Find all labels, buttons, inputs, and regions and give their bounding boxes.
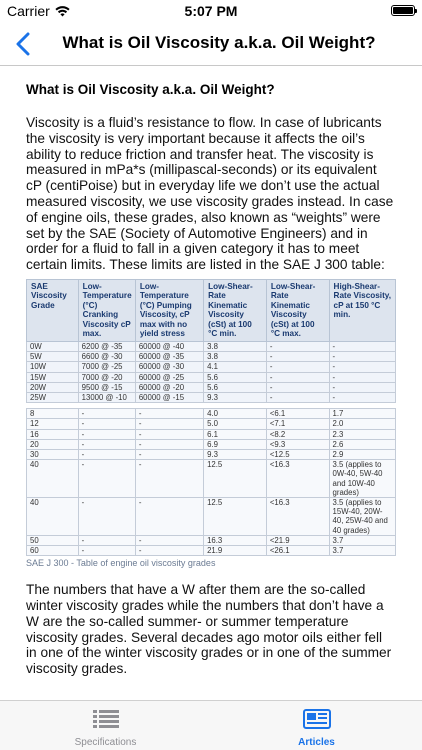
table-cell: -: [78, 429, 135, 439]
table-cell: <9.3: [266, 439, 329, 449]
table-cell: <16.3: [266, 460, 329, 498]
table-cell: 8: [27, 409, 79, 419]
table-cell: 60000 @ -25: [135, 372, 203, 382]
table-cell: 3.7: [329, 546, 395, 556]
table-row: [27, 392, 396, 402]
table-cell: -: [135, 498, 203, 536]
table-cell: <12.5: [266, 450, 329, 460]
page-title: What is Oil Viscosity a.k.a. Oil Weight?: [62, 33, 376, 52]
table-cell: -: [78, 535, 135, 545]
table-row: [27, 419, 396, 429]
column-header: High-Shear-Rate Viscosity, cP at 150 °C min.: [329, 279, 395, 341]
table-row: [27, 382, 396, 392]
article-after-table: The numbers that have a W after them are the so-called winter viscosity grades while the numbers that don’t have a W are the so-called summer- or summer temperature viscosity grades. Several decades ago motor oils either fell in one of the winter viscosity grades or in one of the summer viscosity grades.: [26, 582, 392, 677]
table-cell: 25W: [27, 392, 79, 402]
column-header: Low-Shear-Rate Kinematic Viscosity (cSt) at 100 °C min.: [204, 279, 267, 341]
table-cell: 6.1: [204, 429, 267, 439]
table-cell: 6.9: [204, 439, 267, 449]
table-cell: -: [78, 546, 135, 556]
table-cell: -: [78, 450, 135, 460]
table-row: [27, 409, 396, 419]
table-cell: <8.2: [266, 429, 329, 439]
table-cell: 12.5: [204, 460, 267, 498]
table-cell: -: [135, 535, 203, 545]
table-cell: -: [329, 352, 395, 362]
table-cell: 7000 @ -25: [78, 362, 135, 372]
table-cell: 20: [27, 439, 79, 449]
table-cell: 12: [27, 419, 79, 429]
table-cell: -: [135, 460, 203, 498]
table-cell: -: [78, 419, 135, 429]
table-row: [27, 341, 396, 351]
status-bar: [0, 0, 422, 22]
table-cell: 60000 @ -40: [135, 341, 203, 351]
table-row: [27, 439, 396, 449]
tab-label: Specifications: [74, 737, 137, 748]
status-time: 5:07 PM: [184, 3, 238, 19]
article-heading: What is Oil Viscosity a.k.a. Oil Weight?: [26, 82, 275, 97]
table-cell: 3.8: [204, 352, 267, 362]
table-cell: 2.6: [329, 439, 395, 449]
table-cell: 4.1: [204, 362, 267, 372]
table-cell: 60000 @ -15: [135, 392, 203, 402]
table-cell: 5.0: [204, 419, 267, 429]
table-cell: 60000 @ -35: [135, 352, 203, 362]
table-row: [27, 352, 396, 362]
table-cell: 6600 @ -30: [78, 352, 135, 362]
table-cell: 4.0: [204, 409, 267, 419]
article-intro: Viscosity is a fluid’s resistance to flow. In case of lubricants the viscosity is very important because it affects the oil’s ability to reduce friction and transfer heat. The viscosity is measured in mPa*s (millipascal-seconds) or its equivalent cP (centiPoise) but in everyday life we don’t use the actual measured viscosity, we use viscosity grades instead. In case of engine oils, these grades, also known as “weights” were set by the SAE (Society of Automotive Engineers) and in order for a fluid to fall in a given category it has to meet certain limits. These limits are listed in the SAE J 300 table:: [26, 115, 394, 273]
list-icon: [91, 708, 121, 730]
table-cell: 60000 @ -20: [135, 382, 203, 392]
table-cell: 12.5: [204, 498, 267, 536]
table-cell: <7.1: [266, 419, 329, 429]
table-cell: 10W: [27, 362, 79, 372]
table-cell: -: [329, 372, 395, 382]
table-cell: -: [135, 439, 203, 449]
tab-specifications[interactable]: [0, 708, 211, 748]
article-content[interactable]: [0, 67, 422, 700]
table-cell: -: [78, 498, 135, 536]
navigation-bar: [0, 22, 422, 66]
table-row: [27, 429, 396, 439]
table-cell: <16.3: [266, 498, 329, 536]
table-cell: -: [78, 460, 135, 498]
tab-bar: [0, 700, 422, 750]
table-cell: <21.9: [266, 535, 329, 545]
viscosity-table: [26, 279, 396, 568]
table-cell: 3.5 (applies to 0W-40, 5W-40 and 10W-40 grades): [329, 460, 395, 498]
table-row: [27, 460, 396, 498]
table-cell: 40: [27, 460, 79, 498]
table-cell: -: [266, 341, 329, 351]
table-cell: 20W: [27, 382, 79, 392]
table-cell: 2.3: [329, 429, 395, 439]
table-cell: -: [135, 419, 203, 429]
table-cell: 16.3: [204, 535, 267, 545]
table-cell: <26.1: [266, 546, 329, 556]
tab-label: Articles: [298, 737, 335, 748]
table-cell: -: [266, 382, 329, 392]
table-cell: 9.3: [204, 450, 267, 460]
table-cell: -: [78, 409, 135, 419]
table-cell: -: [135, 429, 203, 439]
table-cell: 15W: [27, 372, 79, 382]
column-header: Low-Temperature (°C) Cranking Viscosity cP max.: [78, 279, 135, 341]
table-row: [27, 362, 396, 372]
table-cell: 3.7: [329, 535, 395, 545]
table-cell: -: [329, 362, 395, 372]
table-row: [27, 372, 396, 382]
table-cell: -: [329, 392, 395, 402]
winter-grades: [27, 341, 396, 402]
newspaper-icon: [302, 708, 332, 730]
table-cell: 5.6: [204, 372, 267, 382]
table-row: [27, 546, 396, 556]
table-cell: 2.0: [329, 419, 395, 429]
table-cell: 7000 @ -20: [78, 372, 135, 382]
table-cell: -: [135, 409, 203, 419]
table-cell: -: [266, 352, 329, 362]
table-cell: -: [135, 546, 203, 556]
table-caption: SAE J 300 - Table of engine oil viscosity grades: [26, 558, 216, 569]
table-row: [27, 450, 396, 460]
table-cell: -: [266, 392, 329, 402]
table-cell: 50: [27, 535, 79, 545]
table-cell: 40: [27, 498, 79, 536]
table-cell: <6.1: [266, 409, 329, 419]
column-header: Low-Shear-Rate Kinematic Viscosity (cSt) at 100 °C max.: [266, 279, 329, 341]
summer-grades: [27, 409, 396, 556]
column-header: Low-Temperature (°C) Pumping Viscosity, cP max with no yield stress: [135, 279, 203, 341]
table-row: [27, 498, 396, 536]
table-cell: 1.7: [329, 409, 395, 419]
table-cell: 60000 @ -30: [135, 362, 203, 372]
battery-icon: [391, 5, 415, 16]
battery-fill: [393, 7, 413, 14]
table-cell: -: [266, 362, 329, 372]
column-header: SAE Viscosity Grade: [27, 279, 79, 341]
table-cell: 13000 @ -10: [78, 392, 135, 402]
table-cell: 3.8: [204, 341, 267, 351]
tab-articles[interactable]: [211, 708, 422, 748]
table-cell: -: [266, 372, 329, 382]
table-cell: -: [135, 450, 203, 460]
table-cell: 60: [27, 546, 79, 556]
table-cell: 2.9: [329, 450, 395, 460]
table-cell: 0W: [27, 341, 79, 351]
table-cell: -: [329, 382, 395, 392]
table-cell: -: [78, 439, 135, 449]
table-cell: 9.3: [204, 392, 267, 402]
table-cell: -: [329, 341, 395, 351]
table-cell: 5.6: [204, 382, 267, 392]
table-row: [27, 535, 396, 545]
carrier-label: Carrier: [7, 3, 50, 19]
table-cell: 30: [27, 450, 79, 460]
table-cell: 3.5 (applies to 15W-40, 20W-40, 25W-40 and 40 grades): [329, 498, 395, 536]
table-cell: 9500 @ -15: [78, 382, 135, 392]
table-header-row: [27, 279, 396, 341]
table-cell: 16: [27, 429, 79, 439]
table-cell: 6200 @ -35: [78, 341, 135, 351]
table-cell: 5W: [27, 352, 79, 362]
table-cell: 21.9: [204, 546, 267, 556]
